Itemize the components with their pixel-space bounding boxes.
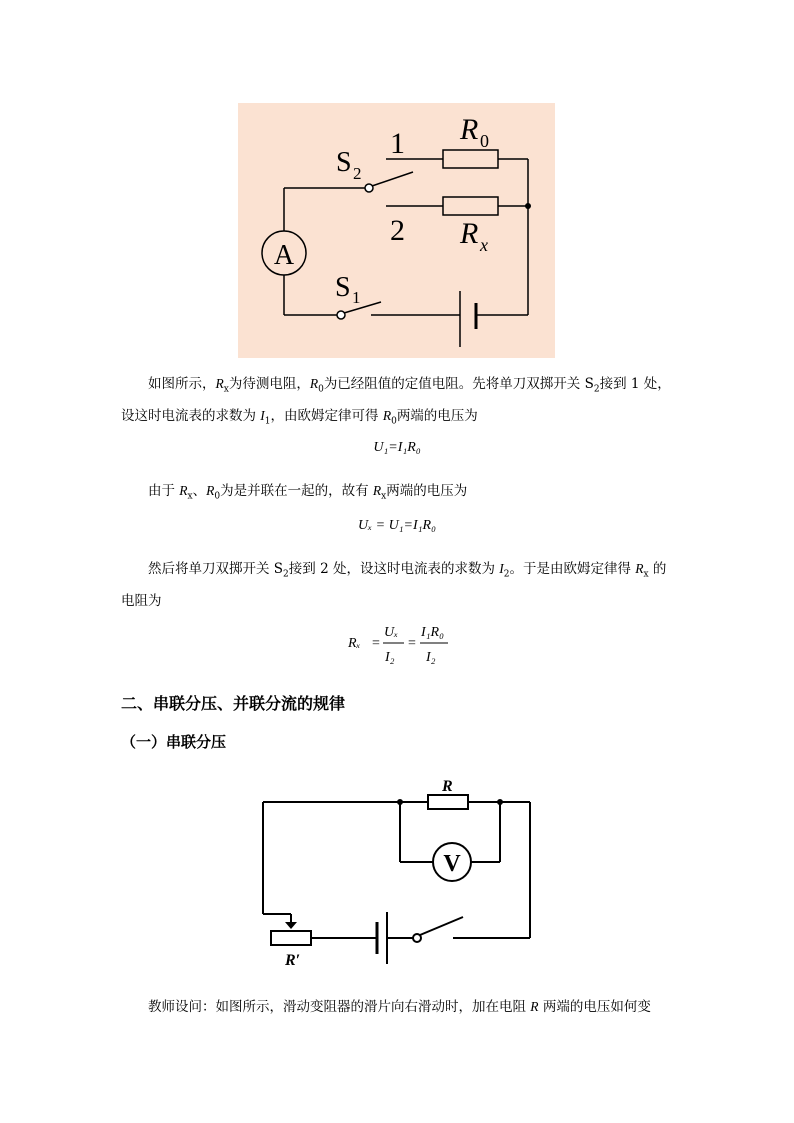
text: 两端的电压如何变 bbox=[538, 999, 651, 1015]
text: 教师设问：如图所示，滑动变阻器的滑片向右滑动时，加在电阻 bbox=[148, 999, 531, 1015]
label-s2-sub: 2 bbox=[353, 164, 362, 183]
sub: 0 bbox=[391, 416, 397, 427]
text: 两端的电压为 bbox=[386, 483, 468, 499]
eq3-den1: I₂ bbox=[385, 650, 395, 665]
eq3-equals-2: = bbox=[408, 636, 416, 651]
equation-3 bbox=[346, 618, 466, 668]
text: 为是并联在一起的，故有 bbox=[220, 483, 373, 499]
equation-1: U₁=I₁R₀ bbox=[373, 440, 421, 455]
text: 由于 bbox=[148, 483, 180, 499]
sub: x bbox=[187, 491, 193, 502]
label-s1-sub: 1 bbox=[352, 288, 361, 307]
text: 为已经阻值的定值电阻。先将单刀双掷开关 S bbox=[323, 376, 594, 392]
eq3-num2: I₁R₀ bbox=[421, 625, 444, 640]
sub: x bbox=[223, 384, 229, 395]
var-r: R bbox=[530, 999, 539, 1014]
ammeter-label: A bbox=[273, 240, 295, 271]
junction-dot-right bbox=[497, 799, 503, 805]
var-r0: R bbox=[309, 376, 319, 391]
label-s2: S bbox=[336, 147, 352, 178]
sub: 1 bbox=[264, 416, 271, 427]
switch-s1-blade bbox=[344, 302, 381, 313]
label-s1: S bbox=[335, 272, 351, 303]
paragraph-2 bbox=[121, 478, 681, 510]
text: 为待测电阻， bbox=[228, 376, 310, 392]
circuit-svg-2 bbox=[255, 772, 540, 972]
var-rx: R bbox=[179, 483, 188, 498]
paragraph-3 bbox=[121, 556, 681, 614]
sub: x bbox=[643, 569, 649, 580]
label-rx: R bbox=[460, 217, 479, 250]
rheostat-slider-arrow bbox=[285, 922, 297, 929]
text: 、 bbox=[192, 483, 207, 499]
var-i1: I bbox=[260, 407, 265, 423]
equation-2: Uₓ = U₁=I₁R₀ bbox=[358, 518, 436, 533]
junction-dot-left bbox=[397, 799, 403, 805]
equation-3-svg bbox=[346, 618, 466, 668]
label-r: R bbox=[442, 778, 453, 795]
text: 接到 1 处， bbox=[599, 376, 671, 392]
text: 的 bbox=[648, 561, 667, 577]
text: 。于是由欧姆定律得 bbox=[509, 561, 636, 577]
sub: 0 bbox=[214, 491, 221, 502]
switch-blade bbox=[420, 917, 463, 935]
eq3-num1: Uₓ bbox=[384, 625, 399, 640]
circuit-diagram-1 bbox=[238, 103, 555, 358]
var-rx: R bbox=[635, 561, 644, 576]
eq3-equals-1: = bbox=[372, 636, 380, 651]
paragraph-1 bbox=[121, 371, 681, 434]
label-branch-1: 1 bbox=[390, 127, 405, 160]
text: 如图所示， bbox=[148, 376, 216, 392]
label-branch-2: 2 bbox=[390, 214, 405, 247]
section-heading: 二、串联分压、并联分流的规律 bbox=[121, 694, 346, 713]
label-r0-sub: 0 bbox=[480, 131, 489, 151]
resistor-r0 bbox=[443, 150, 498, 168]
label-r0: R bbox=[460, 113, 479, 146]
switch-s2-pivot bbox=[365, 184, 373, 192]
junction-dot bbox=[525, 203, 531, 209]
sub: 2 bbox=[503, 569, 510, 580]
circuit-diagram-2 bbox=[255, 772, 540, 972]
label-rx-sub: x bbox=[480, 235, 488, 255]
text: ，由欧姆定律可得 bbox=[270, 407, 383, 424]
paragraph-bottom bbox=[121, 994, 701, 1020]
label-r-prime: R′ bbox=[285, 952, 301, 969]
var-rx: R bbox=[372, 483, 382, 498]
eq3-lhs: Rₓ bbox=[348, 636, 361, 651]
rheostat-r-prime bbox=[271, 931, 311, 945]
sub: x bbox=[381, 491, 387, 502]
text: 接到 2 处，设这时电流表的求数为 bbox=[288, 561, 500, 577]
voltmeter-label: V bbox=[443, 851, 461, 877]
subsection-heading: （一）串联分压 bbox=[121, 733, 227, 751]
switch-pivot bbox=[413, 934, 421, 942]
text: 两端的电压为 bbox=[396, 407, 478, 424]
text: 电阻为 bbox=[121, 592, 162, 609]
sub: 2 bbox=[593, 384, 600, 395]
text: 设这时电流表的求数为 bbox=[121, 407, 261, 424]
resistor-r bbox=[428, 795, 468, 809]
var-rx: R bbox=[215, 376, 224, 391]
text: 然后将单刀双掷开关 S bbox=[148, 561, 284, 577]
circuit-svg-1 bbox=[238, 103, 555, 358]
switch-s2-blade bbox=[372, 172, 413, 186]
var-i2: I bbox=[499, 561, 504, 576]
switch-s1-pivot bbox=[337, 311, 345, 319]
var-r0: R bbox=[206, 483, 215, 498]
var-r0: R bbox=[382, 407, 392, 423]
sub: 0 bbox=[318, 384, 324, 395]
sub: 2 bbox=[283, 569, 289, 580]
resistor-rx bbox=[443, 197, 498, 215]
eq3-den2: I₂ bbox=[426, 650, 436, 665]
